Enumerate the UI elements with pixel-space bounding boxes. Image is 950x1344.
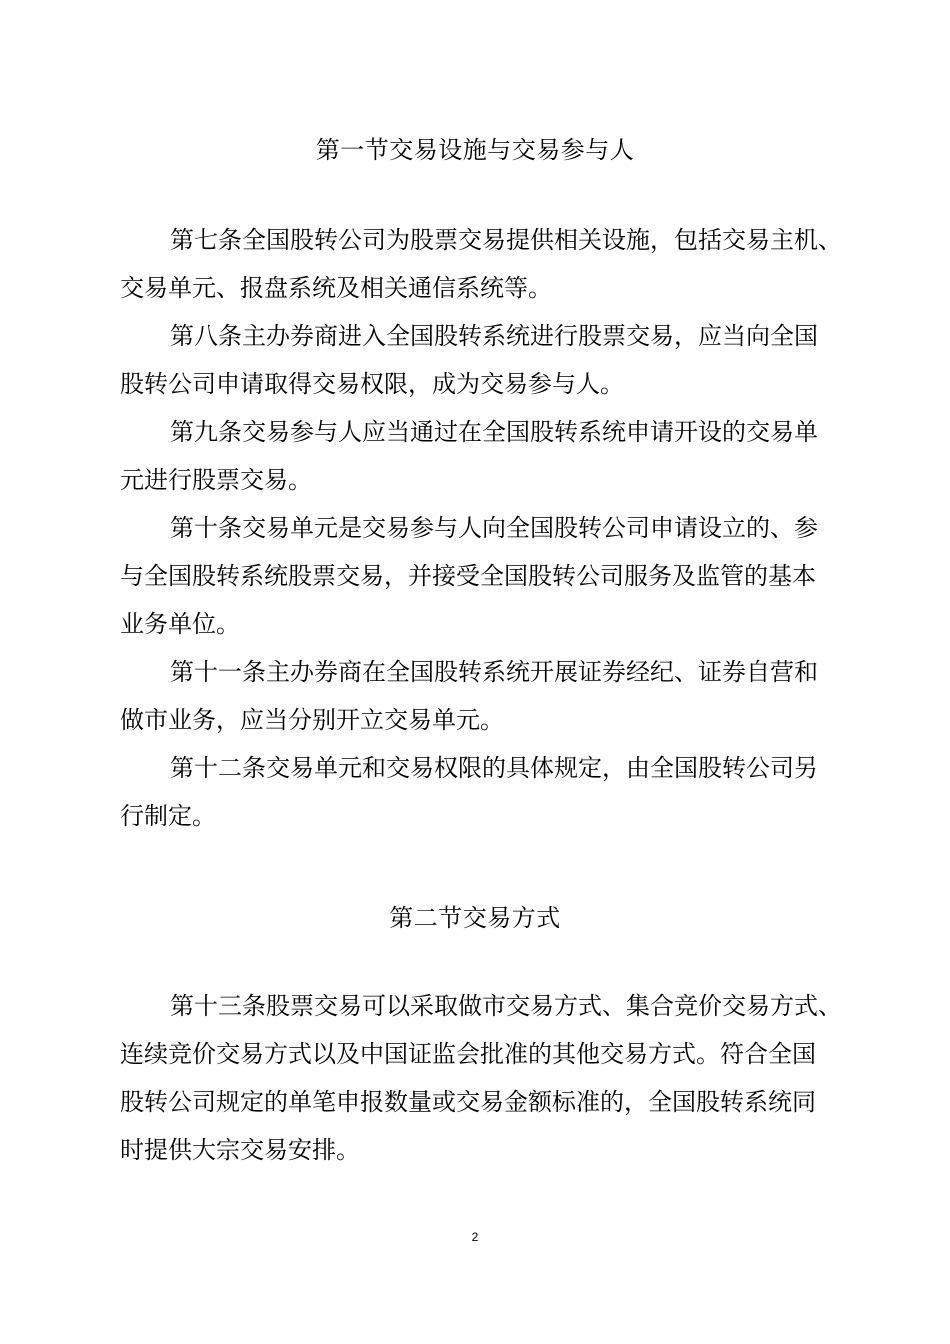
article-11-line-1: 第十一条主办券商在全国股转系统开展证券经纪、证券自营和	[170, 658, 818, 686]
article-8-line-1: 第八条主办券商进入全国股转系统进行股票交易，应当向全国	[170, 322, 818, 350]
article-10	[120, 504, 840, 648]
article-10-line-3: 业务单位。	[120, 610, 240, 638]
article-11	[120, 648, 840, 744]
article-13-line-1: 第十三条股票交易可以采取做市交易方式、集合竞价交易方式、	[170, 992, 842, 1020]
article-12-line-2: 行制定。	[120, 802, 216, 830]
article-11-line-2: 做市业务，应当分别开立交易单元。	[120, 706, 504, 734]
article-7	[120, 216, 840, 312]
article-13-line-2: 连续竞价交易方式以及中国证监会批准的其他交易方式。符合全国	[120, 1040, 816, 1068]
article-9	[120, 408, 840, 504]
section-heading-2: 第二节交易方式	[389, 904, 561, 932]
article-13	[120, 982, 840, 1174]
article-10-line-1: 第十条交易单元是交易参与人向全国股转公司申请设立的、参	[170, 514, 818, 542]
article-13-line-4: 时提供大宗交易安排。	[120, 1136, 360, 1164]
article-12-line-1: 第十二条交易单元和交易权限的具体规定，由全国股转公司另	[170, 754, 818, 782]
article-7-line-1: 第七条全国股转公司为股票交易提供相关设施，包括交易主机、	[170, 226, 842, 254]
article-12	[120, 744, 840, 840]
article-8	[120, 312, 840, 408]
page-number: 2	[471, 1230, 479, 1244]
article-13-line-3: 股转公司规定的单笔申报数量或交易金额标准的，全国股转系统同	[120, 1088, 816, 1116]
article-10-line-2: 与全国股转系统股票交易，并接受全国股转公司服务及监管的基本	[120, 562, 816, 590]
article-9-line-2: 元进行股票交易。	[120, 466, 312, 494]
article-8-line-2: 股转公司申请取得交易权限，成为交易参与人。	[120, 370, 624, 398]
article-9-line-1: 第九条交易参与人应当通过在全国股转系统申请开设的交易单	[170, 418, 818, 446]
article-7-line-2: 交易单元、报盘系统及相关通信系统等。	[120, 274, 552, 302]
section-heading-1: 第一节交易设施与交易参与人	[315, 136, 635, 164]
